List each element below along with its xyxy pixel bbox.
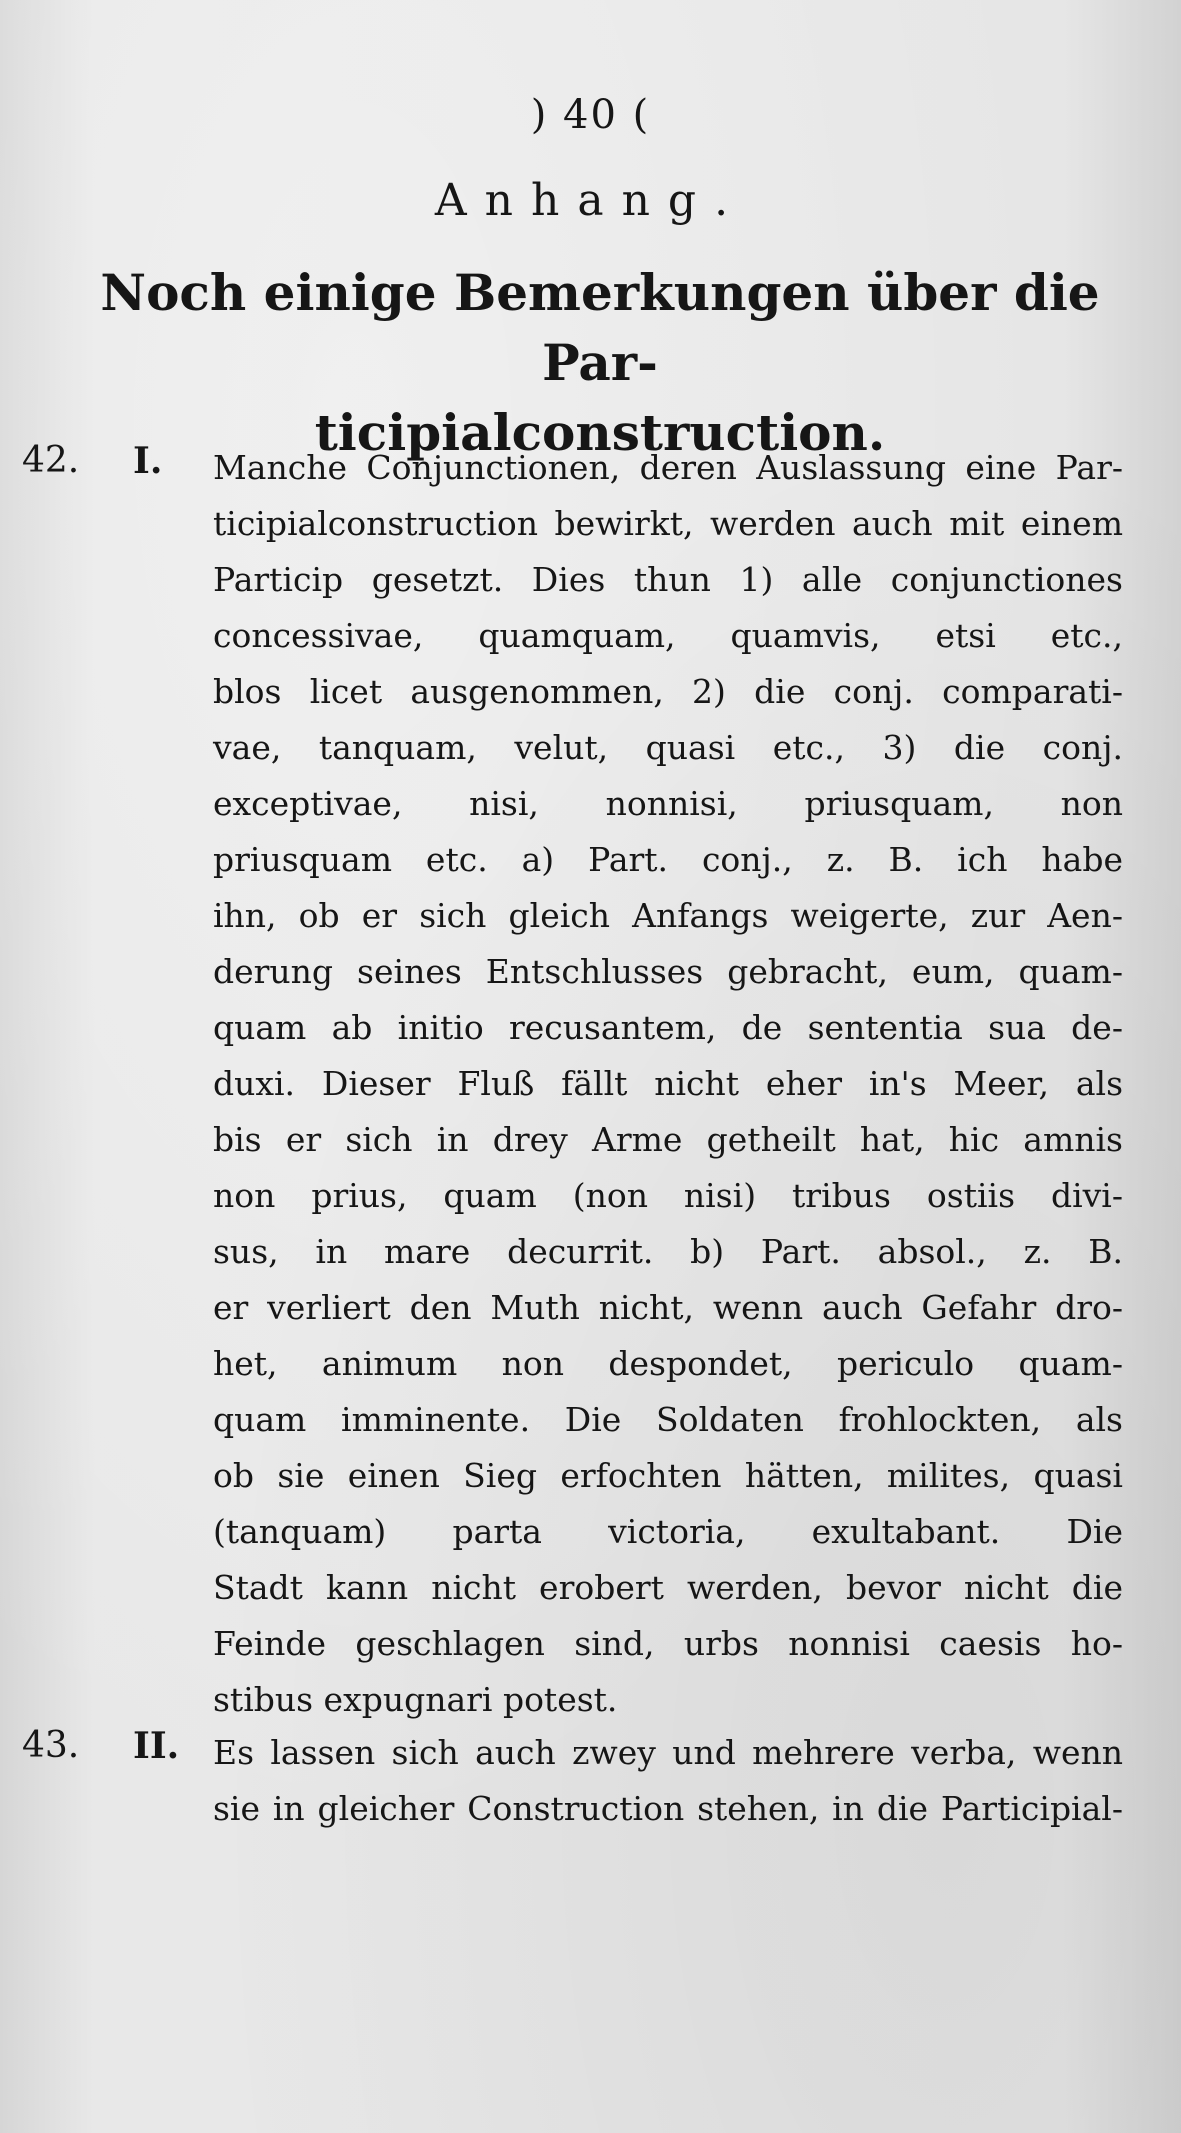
text-line: quam ab initio recusantem, de sententia sua de-: [213, 1008, 1123, 1047]
text-line: (tanquam) parta victoria, exultabant. Die: [213, 1512, 1123, 1551]
text-line: exceptivae, nisi, nonnisi, priusquam, non: [213, 784, 1123, 823]
page-number-header: ) 40 (: [530, 92, 651, 138]
text-line: vae, tanquam, velut, quasi etc., 3) die conj.: [213, 728, 1123, 767]
text-line: sie in gleicher Construction stehen, in die Participial-: [213, 1789, 1123, 1828]
text-line: er verliert den Muth nicht, wenn auch Gefahr dro-: [213, 1288, 1123, 1327]
paragraph-roman-numeral: I.: [133, 440, 163, 482]
text-line: Particip gesetzt. Dies thun 1) alle conjunctiones: [213, 560, 1123, 599]
section-title-line: Noch einige Bemerkungen über die Par-: [100, 263, 1100, 392]
paragraph-number: 42.: [22, 440, 80, 481]
text-line: quam imminente. Die Soldaten frohlockten, als: [213, 1400, 1123, 1439]
text-line: Manche Conjunctionen, deren Auslassung eine Par-: [213, 448, 1123, 487]
text-line: ticipialconstruction bewirkt, werden auch mit einem: [213, 504, 1123, 543]
text-line: priusquam etc. a) Part. conj., z. B. ich habe: [213, 840, 1123, 879]
text-line: duxi. Dieser Fluß fällt nicht eher in's Meer, als: [213, 1064, 1123, 1103]
text-line: bis er sich in drey Arme getheilt hat, hic amnis: [213, 1120, 1123, 1159]
text-line: ob sie einen Sieg erfochten hätten, milites, quasi: [213, 1456, 1123, 1495]
text-line: Stadt kann nicht erobert werden, bevor nicht die: [213, 1568, 1123, 1607]
text-line: sus, in mare decurrit. b) Part. absol., z. B.: [213, 1232, 1123, 1271]
text-line: non prius, quam (non nisi) tribus ostiis divi-: [213, 1176, 1123, 1215]
section-title: [100, 258, 1100, 468]
section-title-line: ticipialconstruction.: [314, 403, 886, 462]
paragraph-roman-numeral: II.: [133, 1725, 180, 1767]
text-line: derung seines Entschlusses gebracht, eum, quam-: [213, 952, 1123, 991]
text-line: Es lassen sich auch zwey und mehrere verba, wenn: [213, 1733, 1123, 1772]
text-line: stibus expugnari potest.: [213, 1680, 618, 1719]
text-line: Feinde geschlagen sind, urbs nonnisi caesis ho-: [213, 1624, 1123, 1663]
text-line: concessivae, quamquam, quamvis, etsi etc.,: [213, 616, 1123, 655]
text-line: ihn, ob er sich gleich Anfangs weigerte, zur Aen-: [213, 896, 1123, 935]
appendix-heading: Anhang.: [434, 175, 747, 226]
text-line: het, animum non despondet, periculo quam-: [213, 1344, 1123, 1383]
paragraph-number: 43.: [22, 1725, 80, 1766]
text-line: blos licet ausgenommen, 2) die conj. comparati-: [213, 672, 1123, 711]
